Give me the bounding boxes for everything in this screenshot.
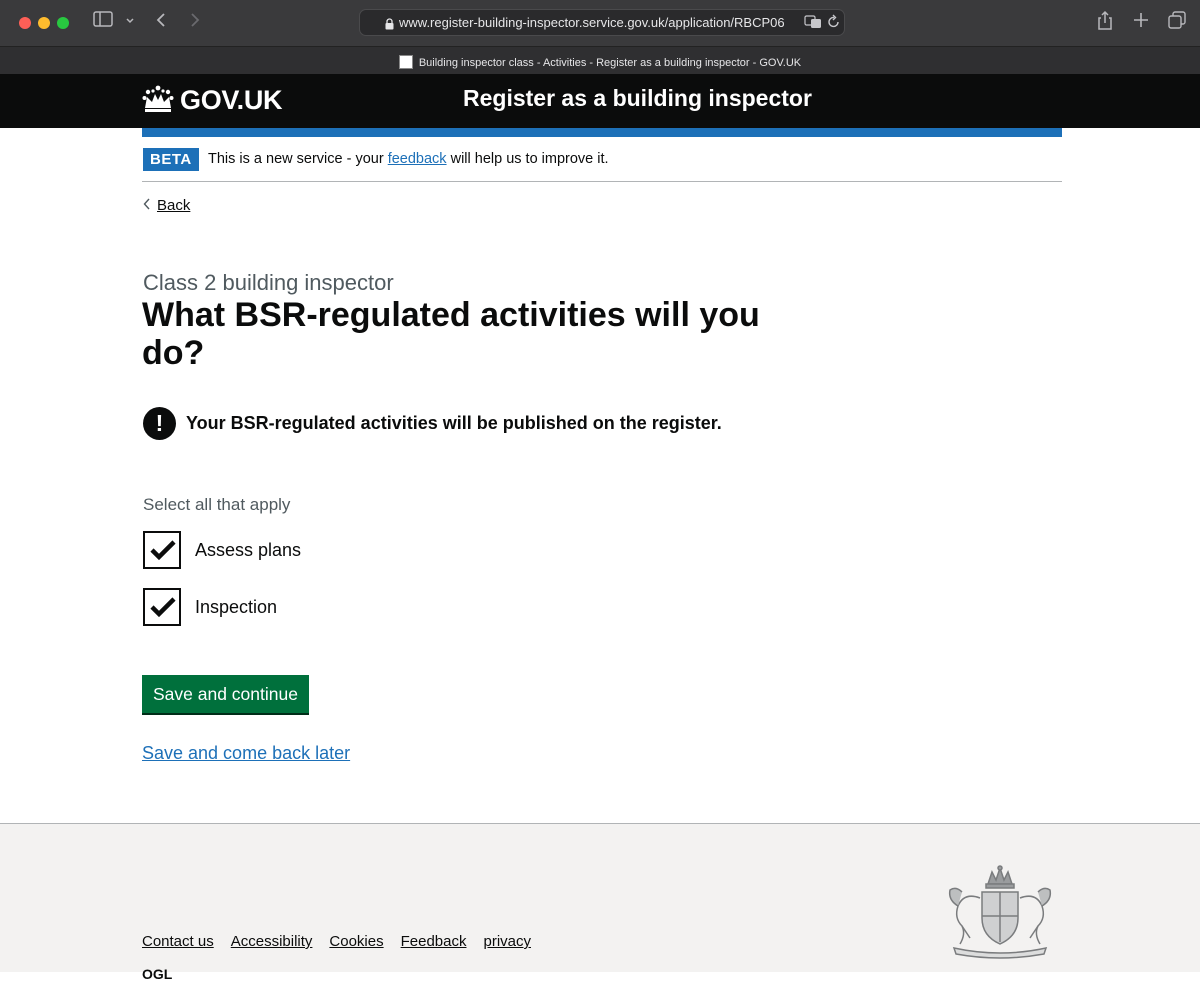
govuk-logo-text: GOV.UK [180,85,283,115]
back-icon[interactable] [155,11,167,29]
checkbox-inspection[interactable] [142,588,542,628]
sidebar-icon[interactable] [93,11,113,27]
footer-link-feedback[interactable]: Feedback [400,933,467,950]
checkmark-icon [150,539,176,561]
checkmark-icon [150,596,176,618]
warning-icon: ! [143,407,176,440]
url-text: www.register-building-inspector.service.gov.uk/application/RBCP06 [399,15,785,30]
footer-link-accessibility[interactable]: Accessibility [230,933,313,950]
tab-title: Building inspector class - Activities - Register as a building inspector - GOV.UK [418,57,802,69]
phase-text-before: This is a new service - your [208,151,388,167]
address-bar[interactable] [359,9,845,36]
page-caption: Class 2 building inspector [143,270,394,295]
footer-links [142,933,531,950]
forward-icon[interactable] [189,11,201,29]
phase-banner [142,147,1062,182]
footer-link-privacy[interactable]: privacy [483,933,531,950]
save-and-continue-button[interactable]: Save and continue [142,675,309,713]
checkbox-hint: Select all that apply [143,495,291,514]
footer-link-contact-us[interactable]: Contact us [142,933,214,950]
govuk-header [0,74,1200,128]
feedback-link[interactable]: feedback [387,151,447,167]
tab-overview-icon[interactable] [1168,11,1186,29]
minimize-window-button[interactable] [38,17,50,29]
tab-bar [0,46,1200,74]
checkbox-input[interactable] [143,531,181,569]
checkbox-input[interactable] [143,588,181,626]
royal-coat-of-arms-icon [940,862,1060,965]
reload-icon[interactable] [827,14,841,35]
govuk-footer [0,823,1200,982]
lock-icon [385,17,394,35]
ogl-logo: OGL [142,966,173,982]
govuk-logo-link[interactable] [142,84,282,117]
new-tab-icon[interactable] [1132,11,1150,29]
translate-icon[interactable] [804,15,822,34]
zoom-window-button[interactable] [57,17,69,29]
phase-banner-text [208,151,609,167]
warning-message: Your BSR-regulated activities will be published on the register. [186,413,722,433]
back-link[interactable] [143,197,190,214]
header-blue-bar [142,128,1062,137]
checkbox-label[interactable]: Assess plans [195,540,302,560]
close-window-button[interactable] [19,17,31,29]
favicon-icon [399,55,413,69]
active-tab[interactable] [0,55,1200,69]
phase-text-after: will help us to improve it. [446,151,609,167]
crown-icon [142,84,174,117]
warning-text [142,406,842,442]
back-link-label: Back [157,197,191,214]
checkbox-label[interactable]: Inspection [195,597,278,617]
service-name-link[interactable]: Register as a building inspector [463,85,812,111]
chevron-down-icon[interactable] [125,13,135,29]
browser-chrome [0,0,1200,74]
footer-link-cookies[interactable]: Cookies [329,933,384,950]
browser-toolbar [0,0,1200,46]
chevron-left-icon [143,197,151,214]
page-title: What BSR-regulated activities will you do? [142,296,760,372]
beta-tag: BETA [143,148,199,171]
checkbox-assess-plans[interactable] [142,531,542,571]
share-icon[interactable] [1097,11,1113,31]
save-and-come-back-later-link[interactable]: Save and come back later [142,743,351,763]
